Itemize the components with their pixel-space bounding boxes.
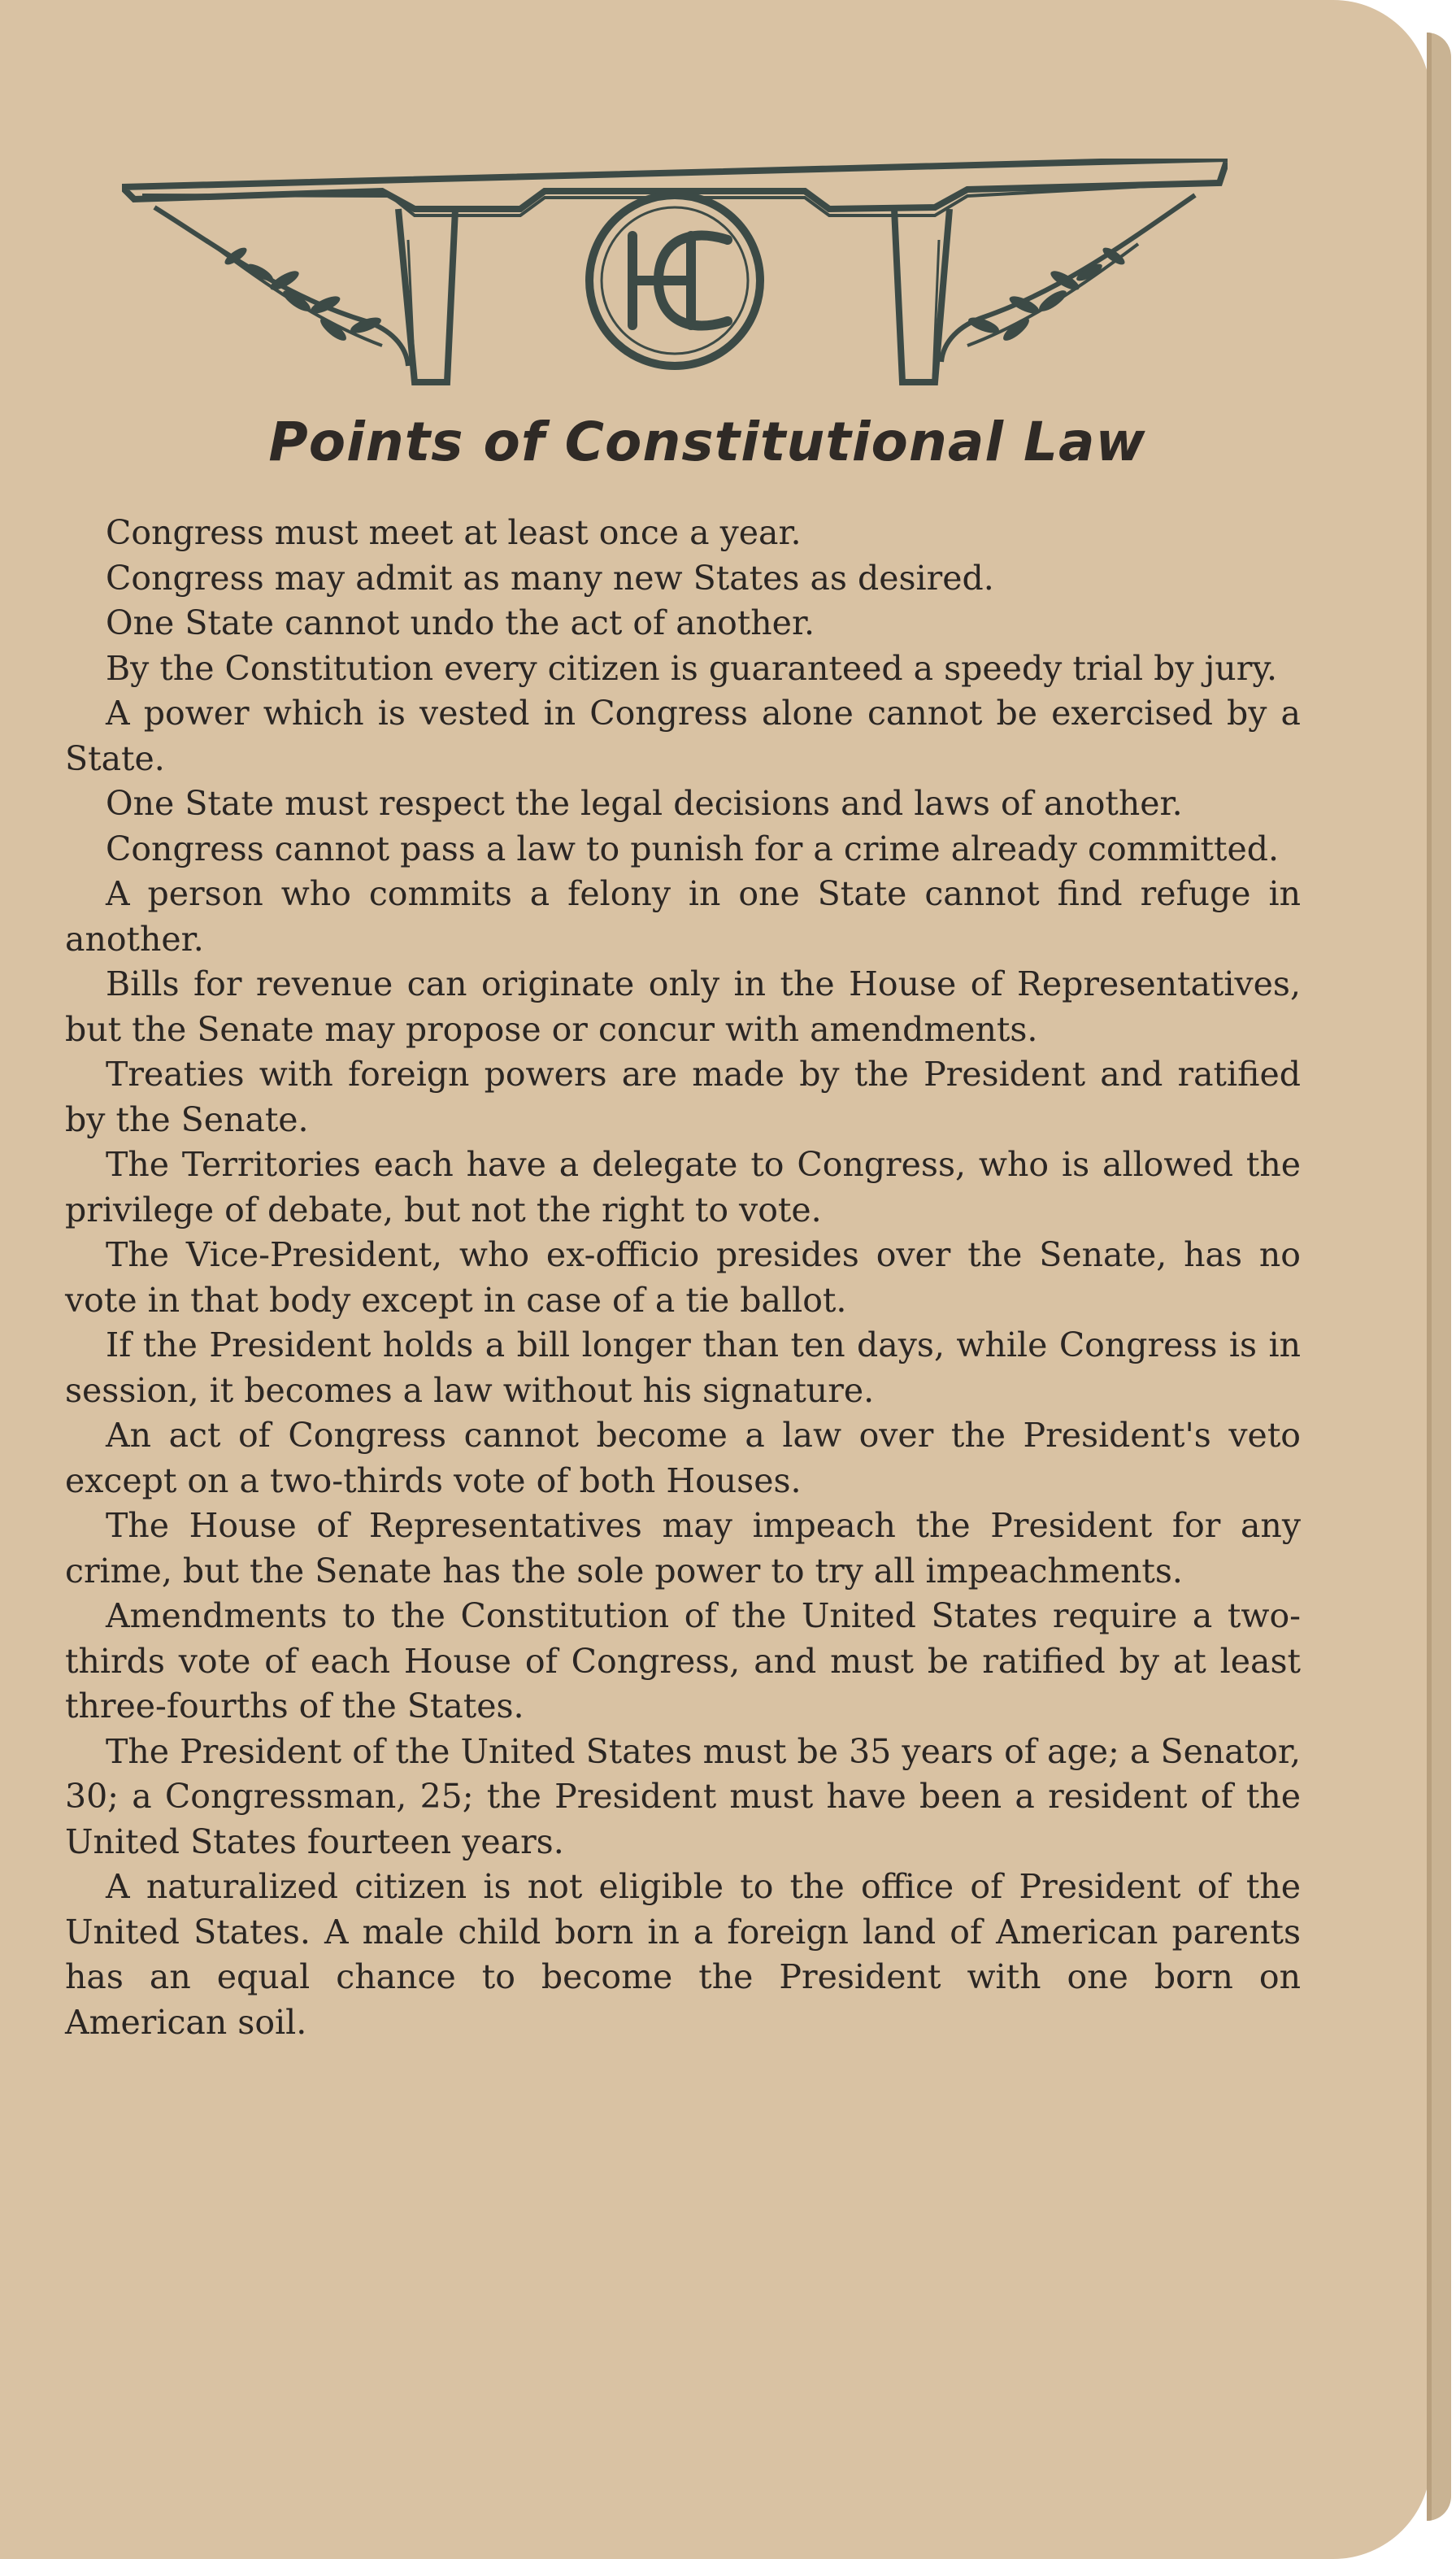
paragraph: A power which is vested in Congress alone cannot be exercised by a State.	[65, 694, 1301, 778]
paragraph: The President of the United States must be 35 years of age; a Senator, 30; a Congressman, 25; the President must have been a resident of the United States fourteen years.	[65, 1731, 1301, 1861]
ihc-ornament-header	[122, 159, 1228, 394]
paragraph: One State cannot undo the act of another.	[106, 603, 815, 642]
paragraph: The House of Representatives may impeach the President for any crime, but the Senate has the sole power to try all impeachments.	[65, 1506, 1301, 1591]
paragraph: An act of Congress cannot become a law over the President's veto except on a two-thirds vote of both Houses.	[65, 1416, 1301, 1500]
paragraph: The Vice-President, who ex-officio presides over the Senate, has no vote in that body except in case of a tie ballot.	[65, 1235, 1301, 1320]
paragraph: A person who commits a felony in one State cannot find refuge in another.	[65, 874, 1301, 959]
paragraph: Amendments to the Constitution of the United States require a two-thirds vote of each House of Congress, and must be ratified by at least three-fourths of the States.	[65, 1596, 1301, 1726]
paragraph: If the President holds a bill longer than ten days, while Congress is in session, it becomes a law without his signature.	[65, 1325, 1301, 1410]
paragraph: By the Constitution every citizen is guaranteed a speedy trial by jury.	[106, 648, 1278, 688]
paragraph: A naturalized citizen is not eligible to the office of President of the United States. A male child born in a foreign land of American parents has an equal chance to become the President with one born on American soil.	[65, 1867, 1301, 2042]
paragraph: Congress cannot pass a law to punish for a crime already committed.	[106, 829, 1280, 868]
paragraph: Bills for revenue can originate only in the House of Representatives, but the Senate may propose or concur with amendments.	[65, 964, 1301, 1049]
page-edge	[1427, 33, 1451, 2521]
paragraph: Congress must meet at least once a year.	[106, 513, 802, 552]
paragraph: One State must respect the legal decisions and laws of another.	[106, 784, 1183, 823]
paragraph: Treaties with foreign powers are made by the President and ratified by the Senate.	[65, 1055, 1301, 1139]
body-text	[65, 511, 1301, 2045]
paragraph: Congress may admit as many new States as desired.	[106, 558, 994, 598]
paragraph: The Territories each have a delegate to Congress, who is allowed the privilege of debate, but not the right to vote.	[65, 1145, 1301, 1229]
page-title: Points of Constitutional Law	[268, 411, 1146, 473]
